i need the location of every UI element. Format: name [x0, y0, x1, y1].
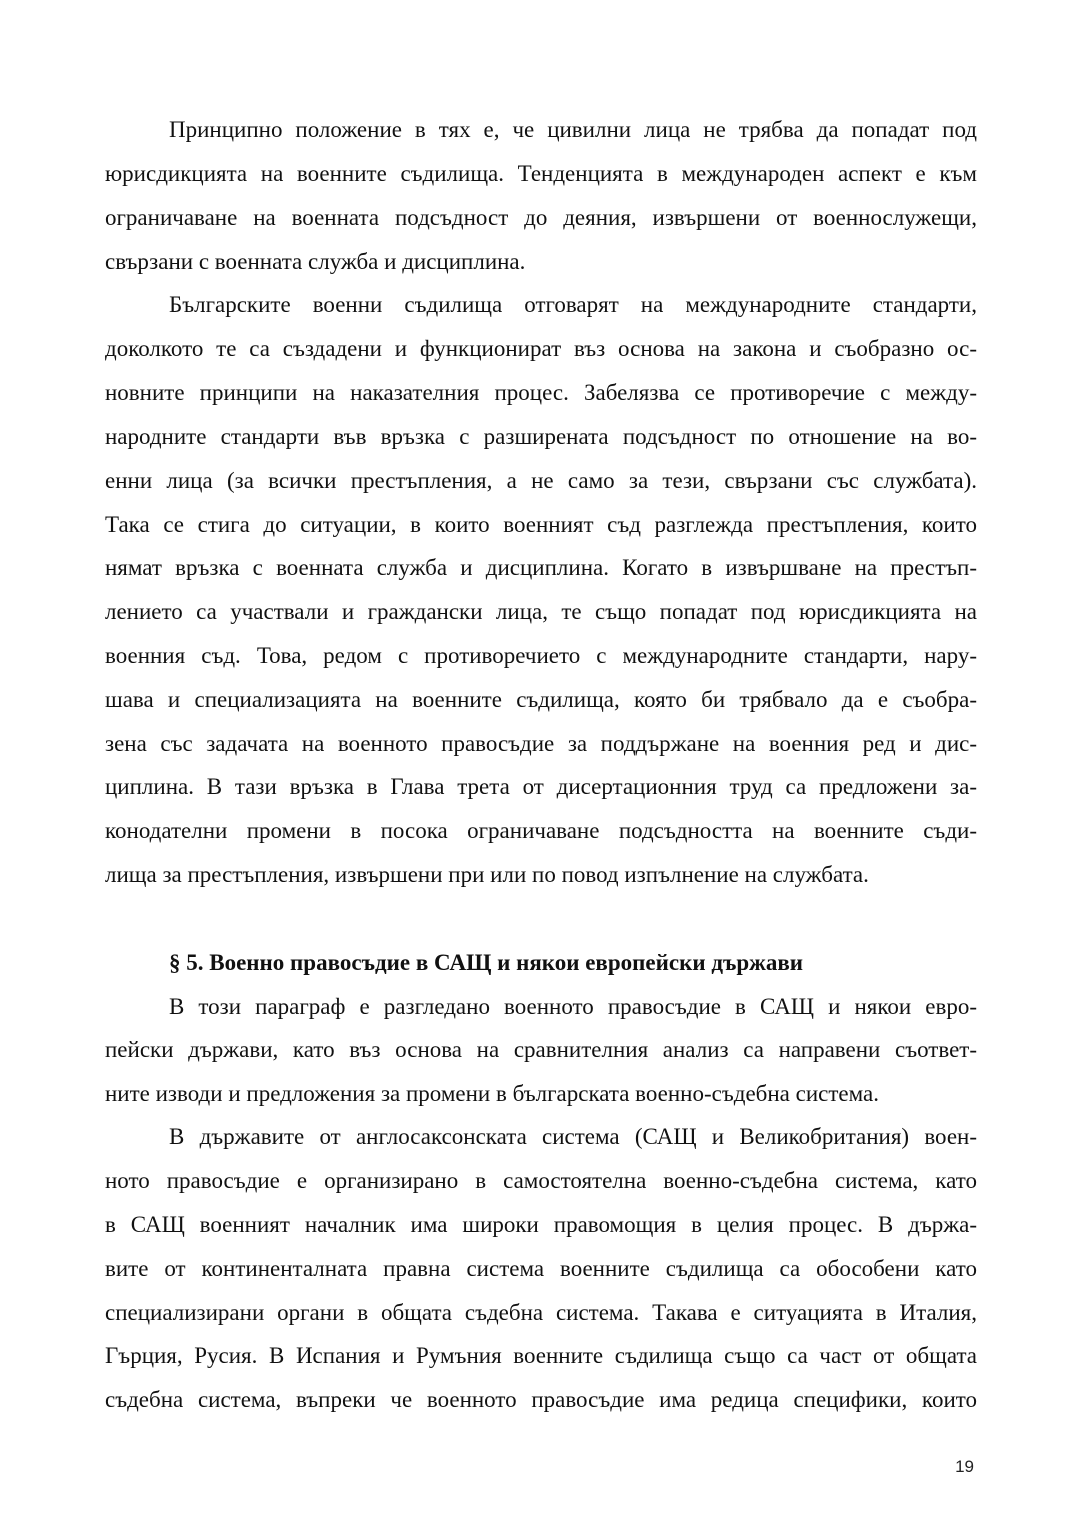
paragraph-2-line-2: доколкото те са създадени и функционират въз основа на закона и съобразно ос-: [105, 336, 977, 361]
paragraph-2-line-12: циплина. В тази връзка в Глава трета от дисертационния труд са предложени за-: [105, 774, 977, 799]
section-paragraph-2-line-7: съдебна система, въпреки че военното правосъдие има редица специфики, които: [105, 1387, 977, 1412]
section-paragraph-1-line-3: ните изводи и предложения за промени в българската военно-съдебна система.: [105, 1081, 879, 1106]
paragraph-2-line-10: шава и специализацията на военните съдилища, която би трябвало да е съобра-: [105, 687, 977, 712]
paragraph-2-line-1: Българските военни съдилища отговарят на международните стандарти,: [169, 292, 977, 317]
paragraph-2-line-7: нямат връзка с военната служба и дисциплина. Когато в извършване на престъп-: [105, 555, 977, 580]
paragraph-2-line-11: зена със задачата на военното правосъдие за поддържане на военния ред и дис-: [105, 731, 977, 756]
paragraph-2-line-6: Така се стига до ситуации, в които военният съд разглежда престъпления, които: [105, 512, 977, 537]
section-paragraph-2-line-4: вите от континенталната правна система военните съдилища са обособени като: [105, 1256, 977, 1281]
section-paragraph-2-line-2: ното правосъдие е организирано в самостоятелна военно-съдебна система, като: [105, 1168, 977, 1193]
page-number: 19: [955, 1457, 974, 1476]
section-paragraph-1-line-1: В този параграф е разгледано военното правосъдие в САЩ и някои евро-: [169, 994, 977, 1019]
document-body: [105, 0, 977, 1527]
paragraph-2-line-3: новните принципи на наказателния процес. Забелязва се противоречие с между-: [105, 380, 977, 405]
paragraph-2-line-8: лението са участвали и граждански лица, те също попадат под юрисдикцията на: [105, 599, 977, 624]
paragraph-2-line-14: лища за престъпления, извършени при или по повод изпълнение на службата.: [105, 862, 869, 887]
paragraph-1-line-4: свързани с военната служба и дисциплина.: [105, 249, 526, 274]
paragraph-1-line-1: Принципно положение в тях е, че цивилни лица не трябва да попадат под: [169, 117, 977, 142]
section-paragraph-2-line-6: Гърция, Русия. В Испания и Румъния военните съдилища също са част от общата: [105, 1343, 977, 1368]
section-paragraph-2-line-1: В държавите от англосаксонската система (САЩ и Великобритания) воен-: [169, 1124, 977, 1149]
section-paragraph-1-line-2: пейски държави, като въз основа на сравнителния анализ са направени съответ-: [105, 1037, 977, 1062]
paragraph-1-line-3: ограничаване на военната подсъдност до деяния, извършени от военнослужещи,: [105, 205, 977, 230]
paragraph-2-line-5: енни лица (за всички престъпления, а не само за тези, свързани със службата).: [105, 468, 977, 493]
section-paragraph-2-line-5: специализирани органи в общата съдебна система. Такава е ситуацията в Италия,: [105, 1300, 977, 1325]
paragraph-2-line-13: конодателни промени в посока ограничаване подсъдността на военните съди-: [105, 818, 977, 843]
paragraph-1-line-2: юрисдикцията на военните съдилища. Тенденцията в международен аспект е към: [105, 161, 977, 186]
paragraph-2-line-9: военния съд. Това, редом с противоречието с международните стандарти, нару-: [105, 643, 977, 668]
paragraph-2-line-4: народните стандарти във връзка с разширената подсъдност по отношение на во-: [105, 424, 977, 449]
section-heading: § 5. Военно правосъдие в САЩ и някои европейски държави: [169, 950, 804, 975]
section-paragraph-2-line-3: в САЩ военният началник има широки правомощия в целия процес. В държа-: [105, 1212, 977, 1237]
